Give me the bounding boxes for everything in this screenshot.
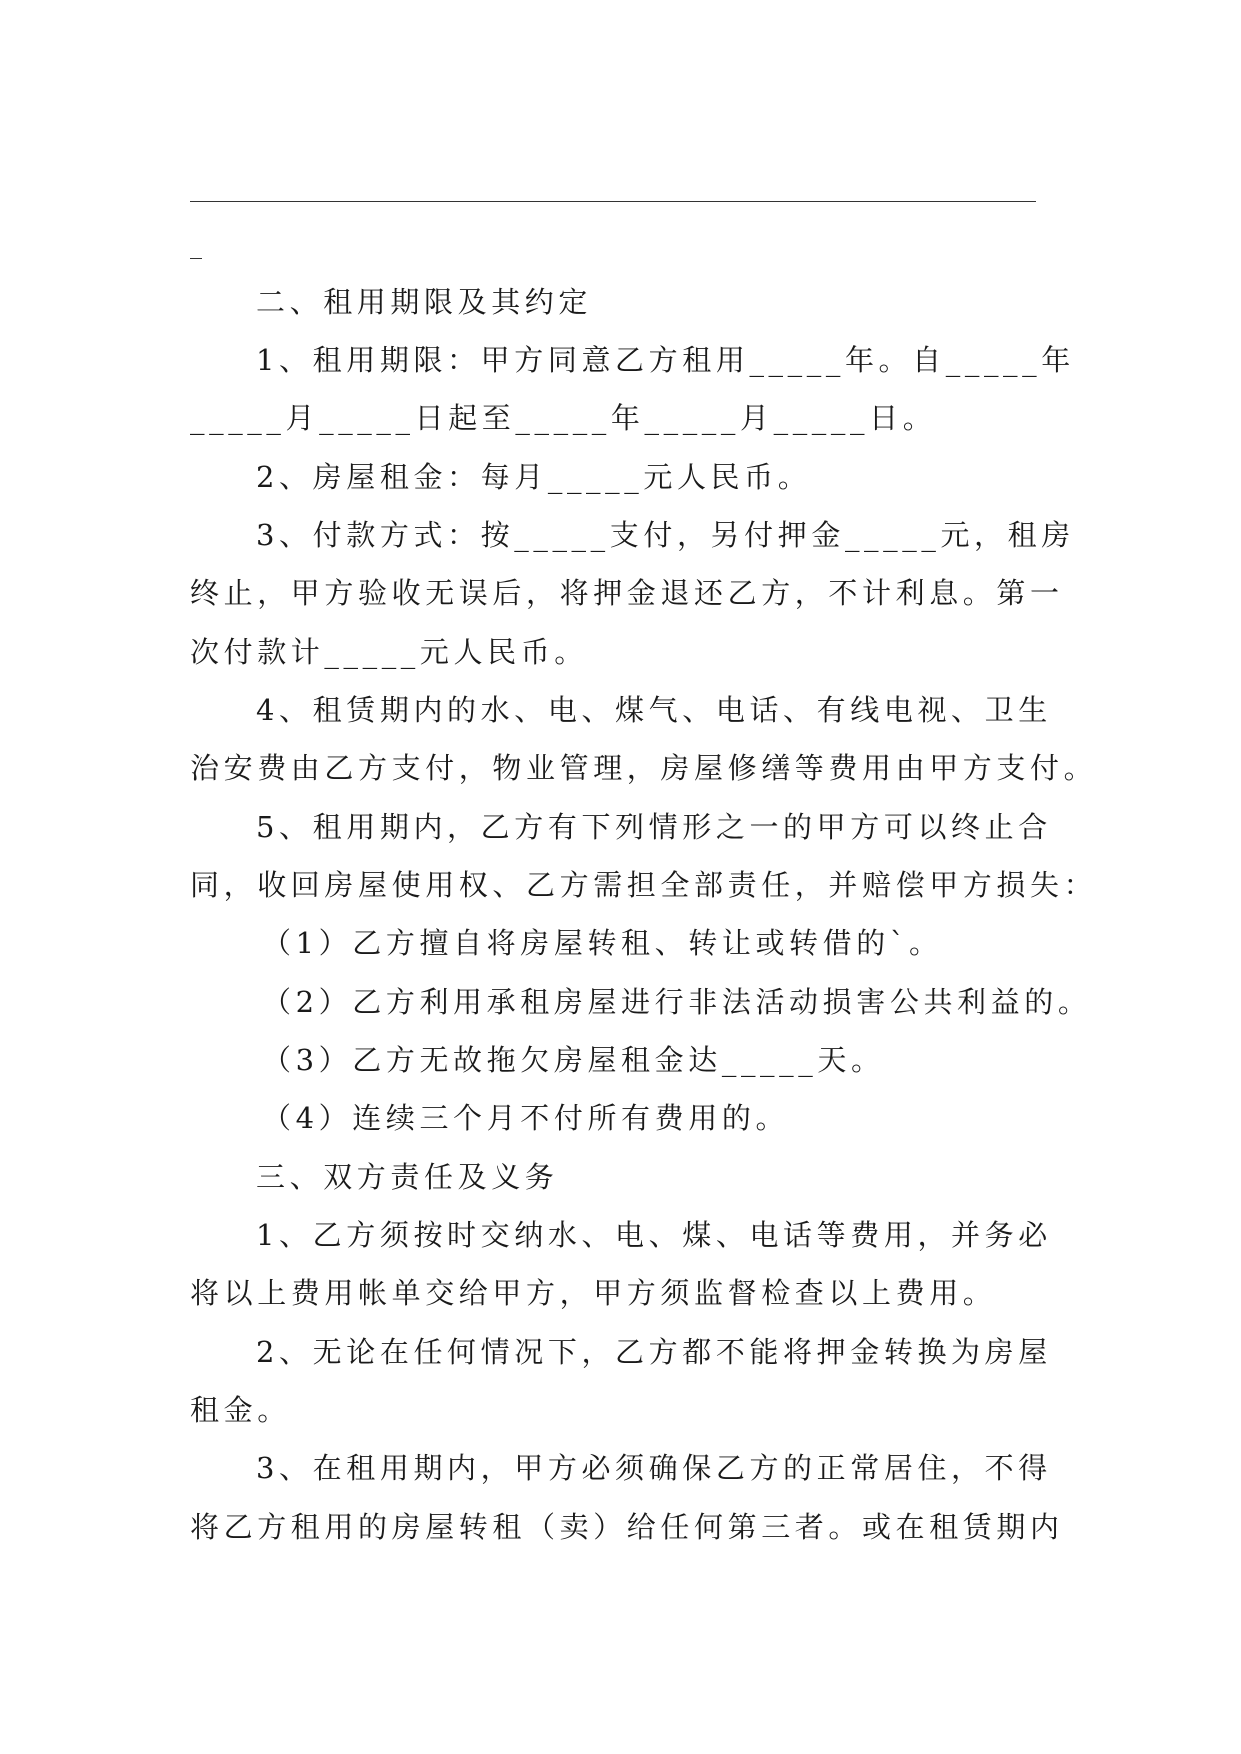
blank-fill-line-continuation (190, 258, 202, 259)
clause-line: 终止，甲方验收无误后，将押金退还乙方，不计利息。第一 (190, 576, 1064, 610)
clause-line: 1、乙方须按时交纳水、电、煤、电话等费用，并务必 (256, 1218, 1052, 1252)
clause-line: 将以上费用帐单交给甲方，甲方须监督检查以上费用。 (190, 1276, 997, 1310)
clause-line: 5、租用期内，乙方有下列情形之一的甲方可以终止合 (256, 810, 1052, 844)
clause-line: _____月_____日起至_____年_____月_____日。 (190, 401, 937, 435)
sub-clause-line: （4）连续三个月不付所有费用的。 (262, 1101, 790, 1135)
clause-line: 1、租用期限：甲方同意乙方租用_____年。自_____年 (256, 343, 1075, 377)
clause-line: 3、付款方式：按_____支付，另付押金_____元，租房 (256, 518, 1075, 552)
clause-line: 2、无论在任何情况下，乙方都不能将押金转换为房屋 (256, 1335, 1052, 1369)
clause-line: 将乙方租用的房屋转租（卖）给任何第三者。或在租赁期内 (190, 1510, 1064, 1544)
section-heading-lease-term: 二、租用期限及其约定 (256, 285, 593, 319)
clause-line: 2、房屋租金：每月_____元人民币。 (256, 460, 812, 494)
clause-line: 次付款计_____元人民币。 (190, 635, 588, 669)
sub-clause-line: （2）乙方利用承租房屋进行非法活动损害公共利益的。 (262, 985, 1092, 1019)
clause-line: 同，收回房屋使用权、乙方需担全部责任，并赔偿甲方损失： (190, 868, 1098, 902)
section-heading-responsibilities: 三、双方责任及义务 (256, 1160, 559, 1194)
sub-clause-line: （3）乙方无故拖欠房屋租金达_____天。 (262, 1043, 885, 1077)
clause-line: 租金。 (190, 1393, 291, 1427)
blank-fill-line (190, 201, 1036, 202)
clause-line: 4、租赁期内的水、电、煤气、电话、有线电视、卫生 (256, 693, 1052, 727)
clause-line: 3、在租用期内，甲方必须确保乙方的正常居住，不得 (256, 1451, 1052, 1485)
sub-clause-line: （1）乙方擅自将房屋转租、转让或转借的`。 (262, 926, 943, 960)
clause-line: 治安费由乙方支付，物业管理，房屋修缮等费用由甲方支付。 (190, 751, 1098, 785)
